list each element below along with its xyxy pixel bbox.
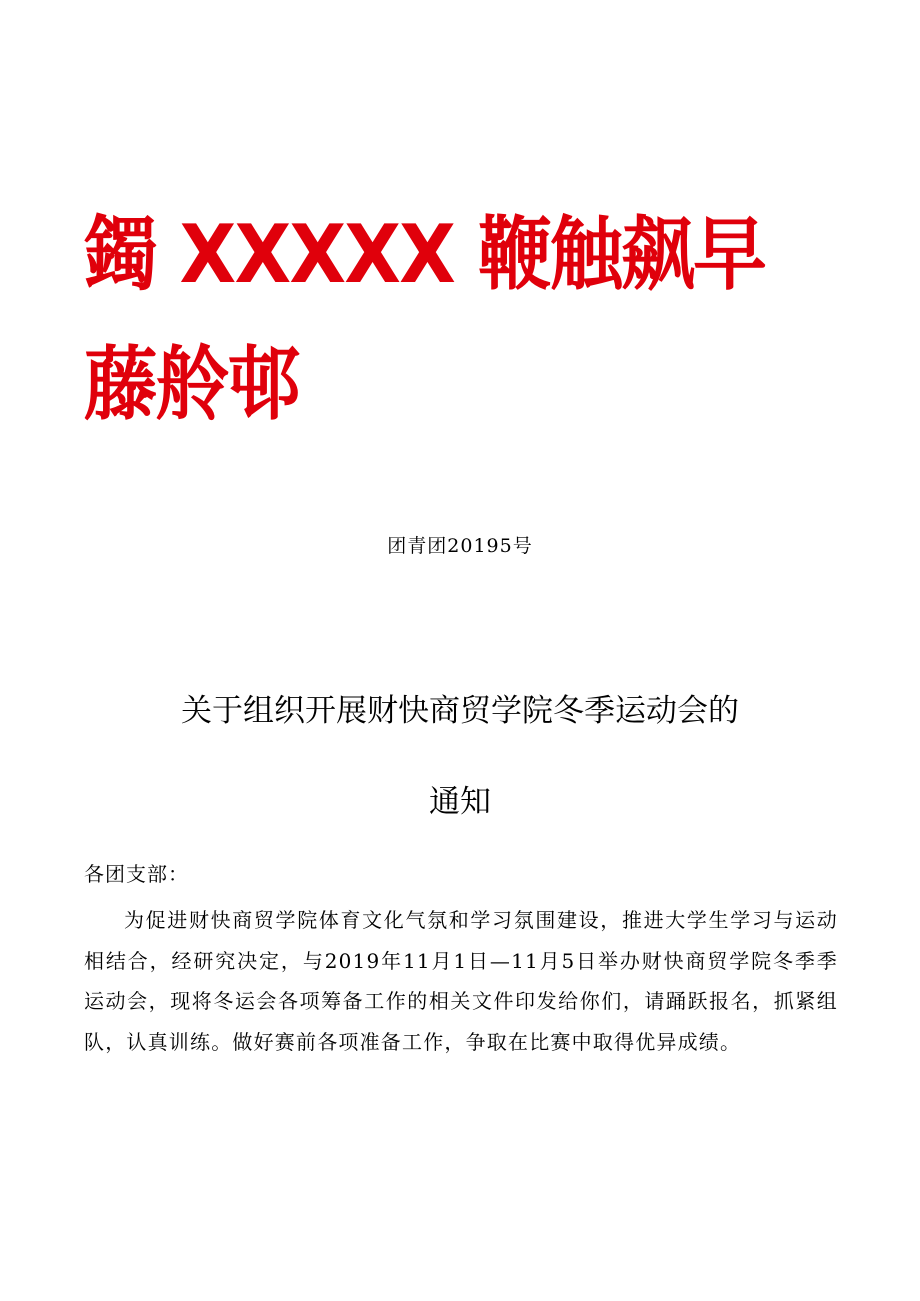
salutation: 各团支部： (84, 862, 189, 886)
notice-title-line-2: 通知 (429, 784, 491, 820)
body-paragraph: 为促进财快商贸学院体育文化气氛和学习氛围建设，推进大学生学习与运动相结合，经研究决定，与2019年11月1日—11月5日举办财快商贸学院冬季季运动会，现将冬运会各项筹备工作的相关文件印发给你们，请踊跃报名，抓紧组队，认真训练。做好赛前各项准备工作，争取在比赛中取得优异成绩。 (84, 908, 838, 1054)
document-number: 团青团20195号 (387, 535, 533, 557)
notice-title-line-1: 关于组织开展财快商贸学院冬季运动会的 (181, 693, 739, 729)
red-header-title: 鐲 XXXXX 鞭触飙早藤舲邨 (84, 208, 765, 431)
